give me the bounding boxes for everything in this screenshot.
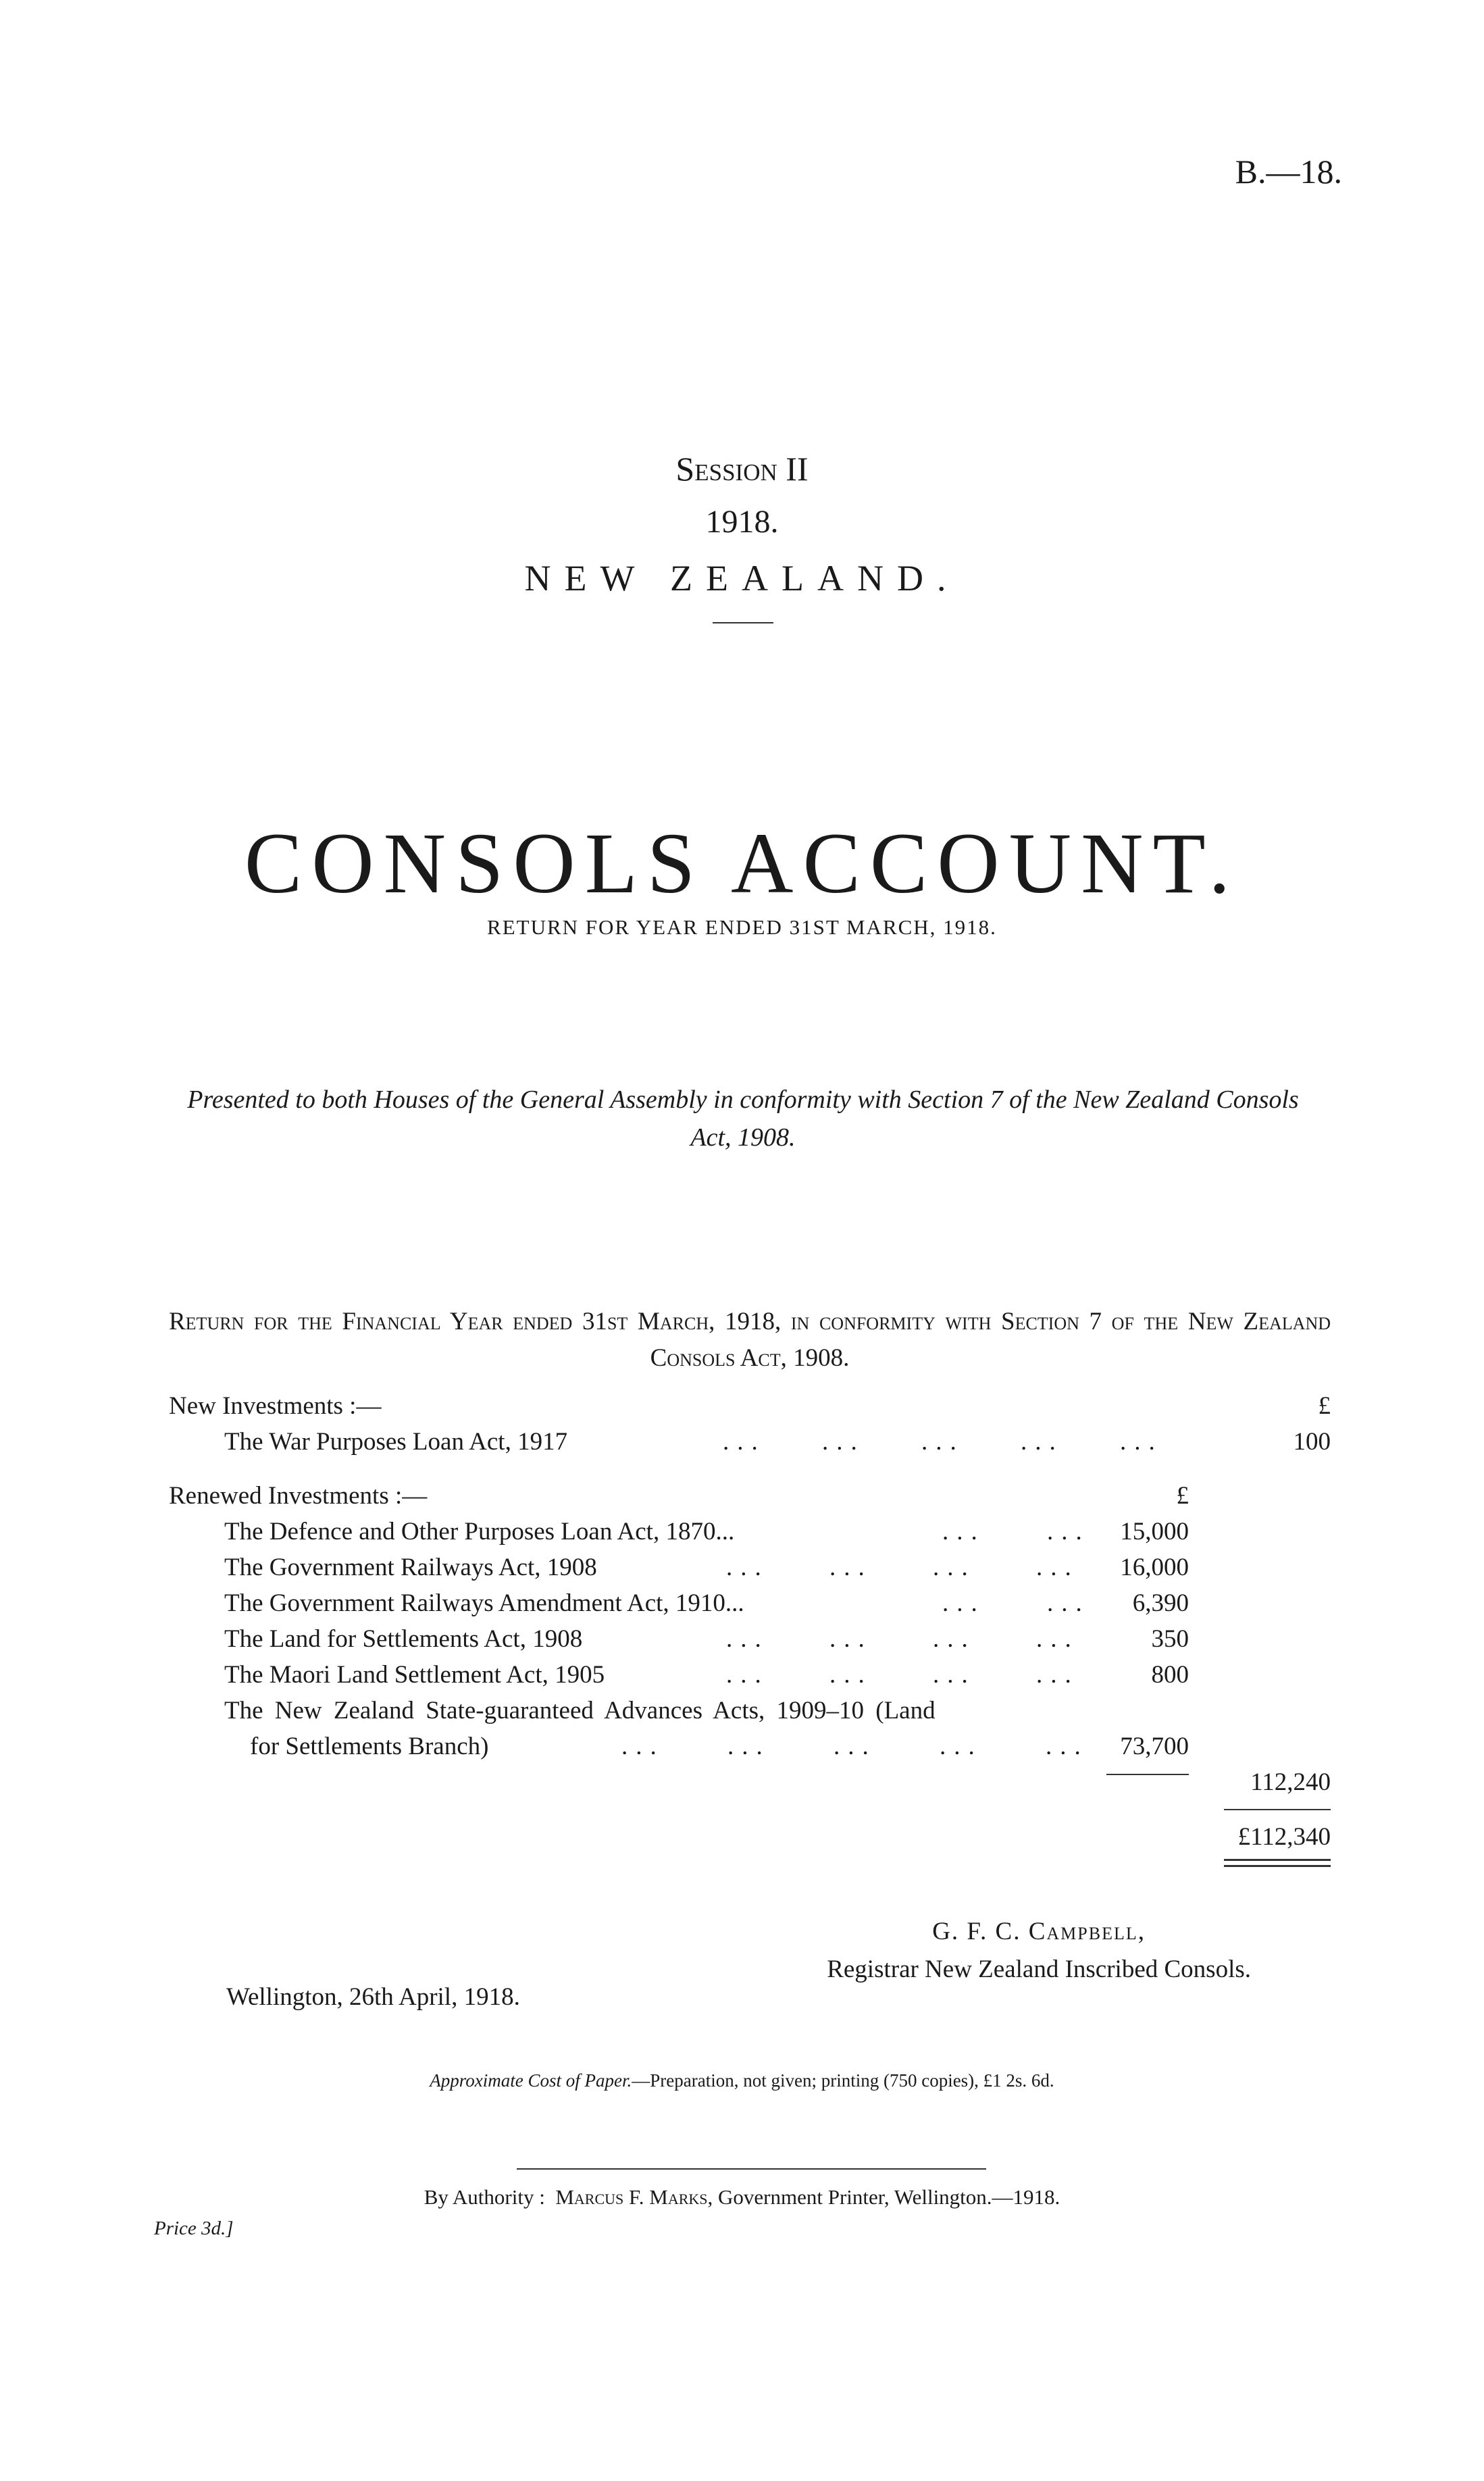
printer-rule — [517, 2168, 986, 2170]
renewed-investment-amount: 6,390 — [1132, 1589, 1189, 1617]
cost-label: Approximate Cost of Paper. — [430, 2070, 632, 2091]
printer-name: Marcus F. Marks, — [555, 2185, 713, 2209]
double-rule-bottom — [1224, 1865, 1331, 1867]
renewed-subtotal: 112,240 — [1250, 1768, 1331, 1796]
total-rule — [1224, 1809, 1331, 1810]
renewed-investment-label: for Settlements Branch) — [250, 1733, 489, 1760]
renewed-investment-label: The New Zealand State-guaranteed Advances Acts, 1909–10 (Land — [224, 1697, 936, 1724]
renewed-investment-amount: 16,000 — [1120, 1554, 1189, 1581]
leader-dots: ... ... ... ... — [726, 1661, 1079, 1689]
renewed-investment-amount: 350 — [1151, 1625, 1189, 1653]
leader-dots: ... ... — [942, 1518, 1090, 1545]
new-investments-heading: New Investments :— — [169, 1392, 382, 1420]
country-heading: NEW ZEALAND. — [524, 558, 960, 598]
cost-text: —Preparation, not given; printing (750 copies), £1 2s. 6d. — [632, 2070, 1054, 2091]
renewed-investment-label: The Land for Settlements Act, 1908 — [224, 1625, 583, 1653]
authority-label: By Authority : — [424, 2185, 545, 2209]
document-reference: B.—18. — [1235, 153, 1342, 190]
leader-dots: ... ... ... ... — [726, 1554, 1079, 1581]
signatory-name: G. F. C. Campbell, — [932, 1918, 1146, 1945]
renewed-investment-label: The Government Railways Amendment Act, 1910... — [224, 1589, 744, 1617]
leader-dots: ... ... ... ... — [726, 1625, 1079, 1653]
renewed-investment-amount: 800 — [1151, 1661, 1189, 1689]
printer-line — [0, 2185, 1484, 2209]
leader-dots: ... ... ... ... ... — [621, 1733, 1089, 1760]
price-note: Price 3d.] — [154, 2218, 234, 2239]
leader-dots: ... ... ... ... ... — [723, 1428, 1163, 1456]
cost-note — [0, 2070, 1484, 2091]
double-rule-top — [1224, 1859, 1331, 1861]
renewed-investment-label: The Government Railways Act, 1908 — [224, 1554, 597, 1581]
leader-dots: ... ... — [942, 1589, 1090, 1617]
renewed-investments-currency: £ — [1176, 1482, 1189, 1510]
new-investment-label: The War Purposes Loan Act, 1917 — [224, 1428, 568, 1456]
page-title: CONSOLS ACCOUNT. — [244, 815, 1240, 911]
session-label: Session II — [675, 450, 809, 488]
renewed-investment-amount: 73,700 — [1120, 1733, 1189, 1760]
presented-statement: Presented to both Houses of the General Assembly in conformity with Section 7 of the New Zealand Consols Act, 1908. — [187, 1085, 1299, 1152]
signatory-role: Registrar New Zealand Inscribed Consols. — [827, 1955, 1251, 1983]
renewed-investments-heading: Renewed Investments :— — [169, 1482, 428, 1510]
place-date: Wellington, 26th April, 1918. — [226, 1983, 520, 2011]
renewed-investment-label: The Maori Land Settlement Act, 1905 — [224, 1661, 605, 1689]
return-heading: Return for the Financial Year ended 31st March, 1918, in conformity with Section 7 of the New Zealand Consols Act, 1908. — [169, 1308, 1331, 1372]
header-divider — [713, 622, 773, 623]
signature-block — [827, 1913, 1251, 1989]
page-subtitle: RETURN FOR YEAR ENDED 31ST MARCH, 1918. — [487, 915, 997, 939]
new-investments-currency: £ — [1318, 1392, 1331, 1420]
subtotal-rule — [1106, 1774, 1189, 1775]
renewed-investment-label: The Defence and Other Purposes Loan Act, 1870... — [224, 1518, 735, 1545]
new-investment-amount: 100 — [1293, 1428, 1331, 1456]
renewed-investment-amount: 15,000 — [1120, 1518, 1189, 1545]
grand-total: £112,340 — [1237, 1823, 1331, 1851]
printer-rest: Government Printer, Wellington.—1918. — [718, 2185, 1060, 2209]
session-year: 1918. — [705, 504, 779, 540]
